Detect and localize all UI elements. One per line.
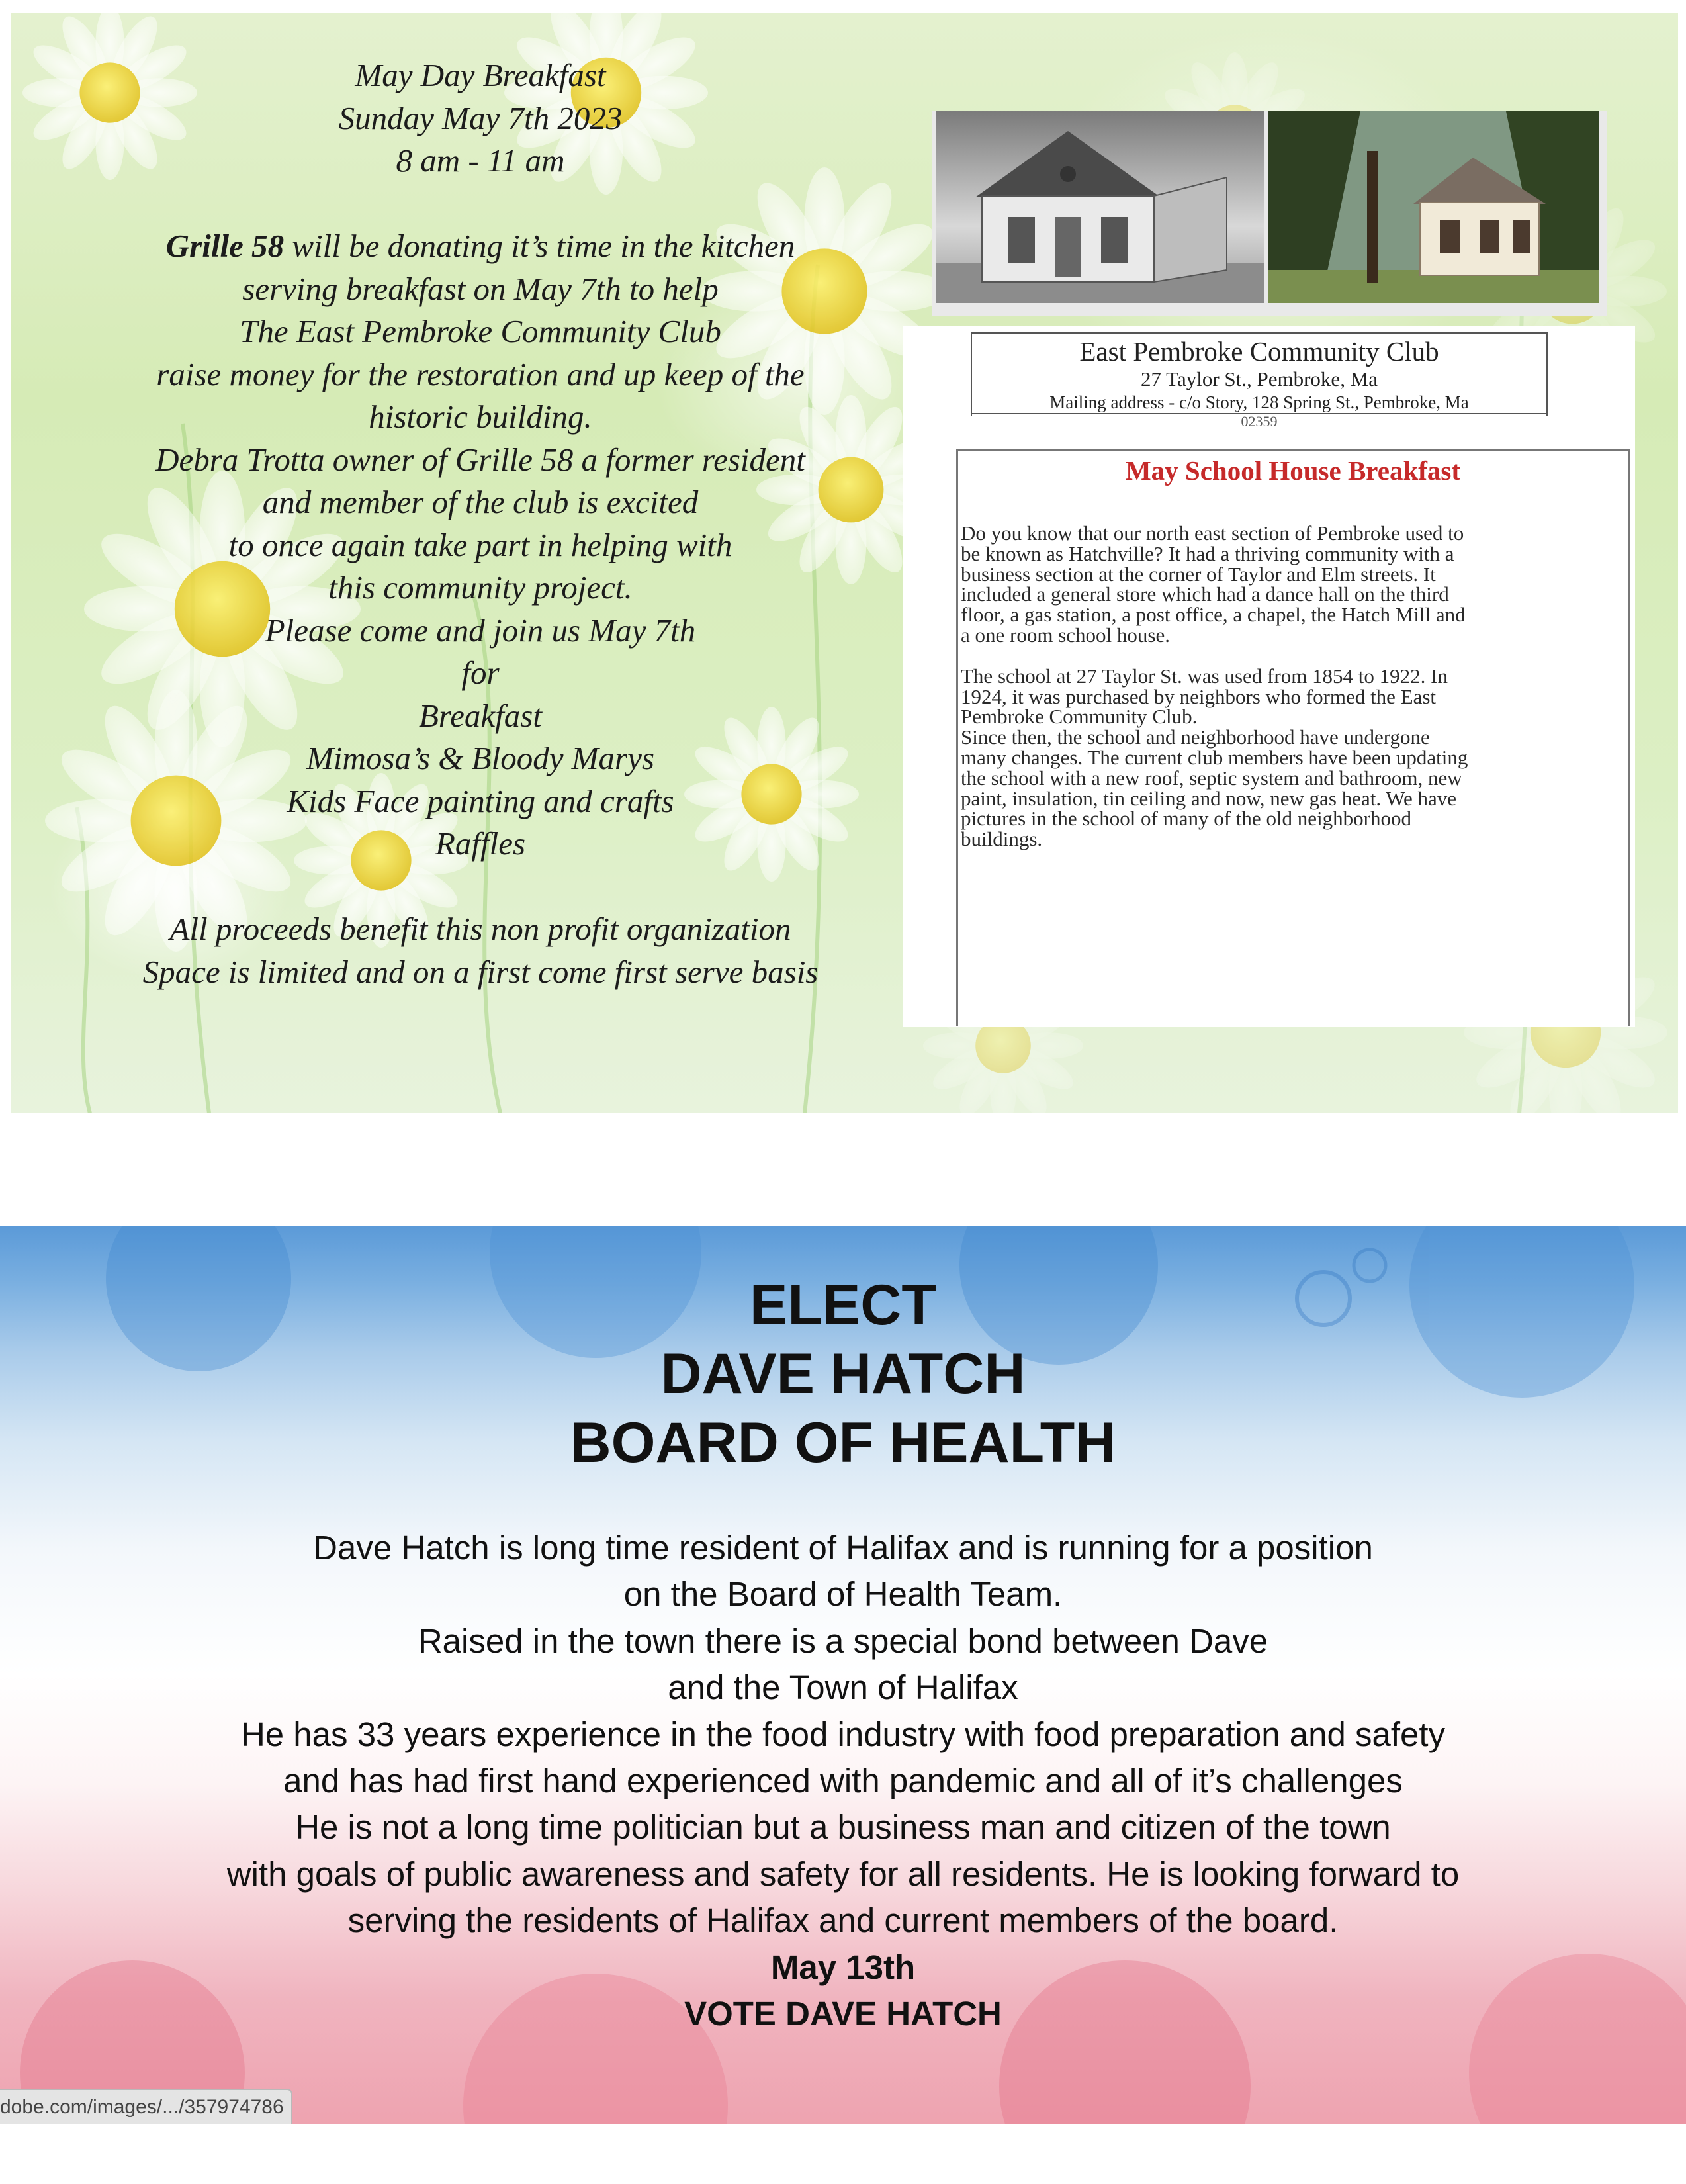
text-line: historic building.	[369, 398, 592, 435]
text-line: this community project.	[328, 569, 633, 606]
article-line: included a general store which had a dance hall on the third	[961, 582, 1449, 606]
newsletter-panel	[903, 326, 1635, 1027]
event-title: May Day Breakfast	[355, 57, 606, 93]
text-line: Space is limited and on a first come first serve basis	[142, 953, 819, 990]
text-line: for	[461, 655, 500, 691]
article-line: a one room school house.	[961, 623, 1170, 647]
article-line: Do you know that our north east section of Pembroke used to	[961, 522, 1464, 545]
historic-schoolhouse-photo	[936, 111, 1264, 303]
article-line: 1924, it was purchased by neighbors who formed the East	[961, 684, 1437, 708]
body-line: on the Board of Health Team.	[623, 1575, 1063, 1614]
body-line: Dave Hatch is long time resident of Halifax and is running for a position	[313, 1529, 1373, 1567]
may-day-flyer	[11, 13, 1678, 1113]
article-line: pictures in the school of many of the old neighborhood	[961, 807, 1412, 831]
election-flyer	[0, 1226, 1686, 2124]
heading-elect: ELECT	[750, 1273, 936, 1337]
article-line: The school at 27 Taylor St. was used from 1854 to 1922. In	[961, 664, 1448, 688]
text-line: Kids Face painting and crafts	[287, 782, 674, 819]
image-url-link[interactable]: dobe.com/images/.../357974786	[0, 2089, 292, 2124]
text-line: Please come and join us May 7th	[265, 612, 696, 649]
body-line: Raised in the town there is a special bond between Dave	[418, 1621, 1268, 1660]
heading-candidate: DAVE HATCH	[660, 1342, 1026, 1406]
zip-code: 02359	[1241, 413, 1278, 430]
article-line: floor, a gas station, a post office, a chapel, the Hatch Mill and	[961, 603, 1466, 627]
text-line: Mimosa’s & Bloody Marys	[306, 740, 654, 776]
may-day-announcement	[50, 54, 910, 993]
grille-line	[50, 225, 910, 268]
club-name: East Pembroke Community Club	[1079, 336, 1439, 367]
text-line: and member of the club is excited	[262, 484, 699, 520]
article-line: business section at the corner of Taylor and Elm streets. It	[961, 562, 1436, 586]
text-line: raise money for the restoration and up keep of the	[156, 355, 805, 392]
text-line: to once again take part in helping with	[228, 526, 732, 563]
body-line: He is not a long time politician but a business man and citizen of the town	[295, 1808, 1391, 1846]
mailing-address: Mailing address - c/o Story, 128 Spring St., Pembroke, Ma	[972, 392, 1546, 414]
body-line: He has 33 years experience in the food industry with food preparation and safety	[240, 1715, 1446, 1753]
grille-rest: will be donating it’s time in the kitchen	[284, 228, 795, 264]
text-line: Raffles	[435, 825, 526, 862]
article-line: Since then, the school and neighborhood have undergone	[961, 725, 1430, 749]
article-line: many changes. The current club members have been updating	[961, 745, 1468, 769]
article-line: buildings.	[961, 827, 1043, 851]
article-line: the school with a new roof, septic system and bathroom, new	[961, 766, 1462, 790]
event-time: 8 am - 11 am	[396, 142, 565, 179]
article-title: May School House Breakfast	[1125, 455, 1461, 486]
club-header	[971, 332, 1548, 430]
election-body	[0, 1525, 1686, 2037]
school-photos	[932, 111, 1607, 316]
election-heading	[0, 1271, 1686, 1477]
grille-name: Grille 58	[165, 228, 285, 264]
heading-office: BOARD OF HEALTH	[570, 1411, 1116, 1475]
article-line: Pembroke Community Club.	[961, 705, 1198, 729]
body-line: serving the residents of Halifax and current members of the board.	[347, 1901, 1339, 1940]
article-body	[958, 486, 1628, 850]
article-line: be known as Hatchville? It had a thriving community with a	[961, 541, 1454, 565]
body-line: and the Town of Halifax	[668, 1668, 1018, 1707]
text-line: The East Pembroke Community Club	[240, 313, 721, 349]
text-line: Breakfast	[419, 697, 542, 734]
body-line: and has had first hand experienced with pandemic and all of it’s challenges	[283, 1762, 1403, 1800]
text-line: Debra Trotta owner of Grille 58 a former resident	[155, 441, 805, 478]
current-schoolhouse-photo	[1268, 111, 1599, 303]
text-line: serving breakfast on May 7th to help	[242, 270, 719, 307]
event-date: Sunday May 7th 2023	[338, 99, 623, 136]
election-date: May 13th	[770, 1948, 916, 1986]
text-line: All proceeds benefit this non profit organization	[169, 911, 791, 947]
vote-slogan: VOTE DAVE HATCH	[684, 1995, 1002, 2033]
body-line: with goals of public awareness and safety for all residents. He is looking forward to	[226, 1854, 1460, 1893]
article-line: paint, insulation, tin ceiling and now, new gas heat. We have	[961, 786, 1457, 810]
club-address: 27 Taylor St., Pembroke, Ma	[1140, 367, 1378, 390]
newsletter-article	[956, 449, 1630, 1026]
